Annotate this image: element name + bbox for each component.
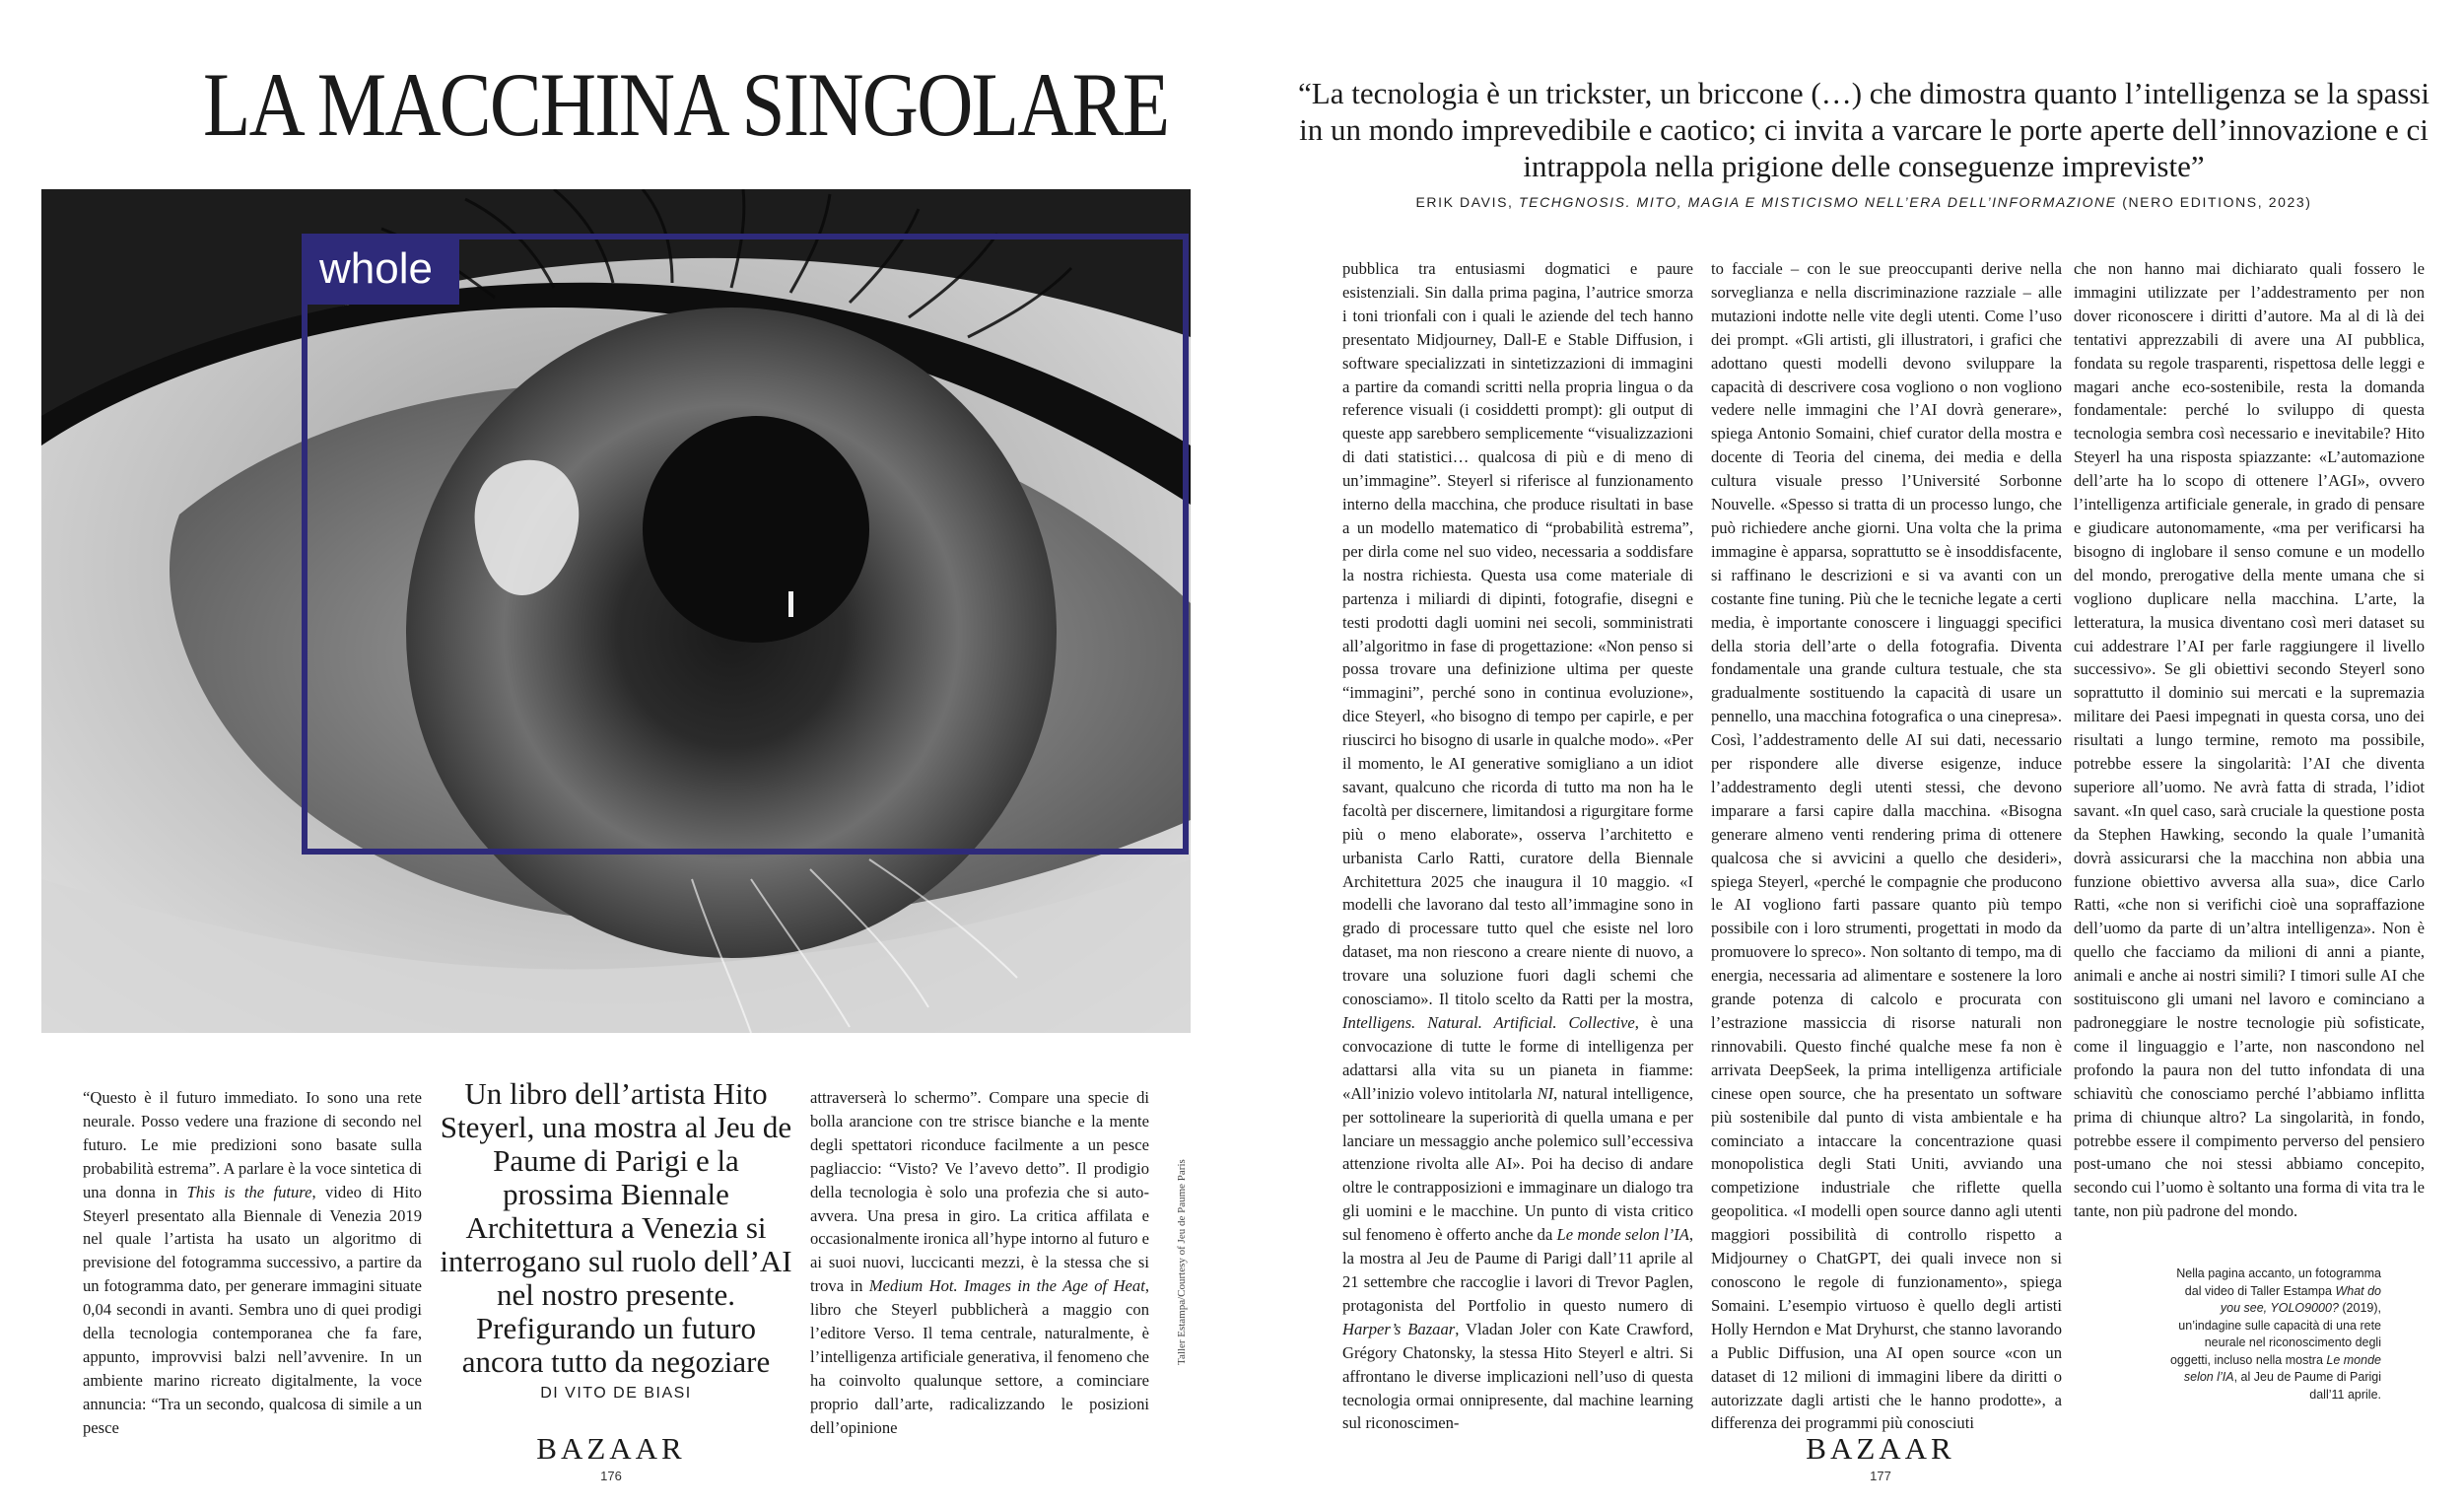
quote-source: ERIK DAVIS, TECHGNOSIS. MITO, MAGIA E MISTICISMO NELL’ERA DELL’INFORMAZIONE (NERO EDITIONS, 2023) <box>1415 194 2312 210</box>
body-column-2 <box>810 1086 1149 1440</box>
detection-label: whole <box>302 234 459 305</box>
masthead-logo: BAZAAR <box>1806 1431 1955 1466</box>
photo-credit: Taller Estampa/Courtesy of Jeu de Paume Paris <box>1176 1159 1188 1365</box>
photo-caption: Nella pagina accanto, un fotogramma dal video di Taller Estampa What do you see, YOLO9000? (2019), un’indagine sulle capacità di una rete neurale nel riconoscimento degli oggetti, incluso nella mostra Le monde selon l’IA, al Jeu de Paume di Parigi dall’11 aprile. <box>2169 1266 2381 1402</box>
body-paragraph: to facciale – con le sue preoccupanti derive nella sorveglianza e nella discriminazione razziale – alle mutazioni indotte nelle vite degli utenti. Come l’uso dei prompt. «Gli artisti, gli illustratori, i grafici che adottano questi modelli devono sviluppare la capacità di descrivere cosa vogliono o non vogliono vedere nelle immagini che l’AI dovrà generare», spiega Antonio Somaini, chief curator della mostra e docente di Teoria del cinema, dei media e della cultura visuale presso l’Université Sorbonne Nouvelle. «Spesso si tratta di un processo lungo, che può richiedere anche giorni. Una volta che la prima immagine è apparsa, soprattutto se è insoddisfacente, si raffinano le descrizioni e si va avanti con un costante fine tuning. Più che le tecniche legate a certi media, è importante conoscere i linguaggi specifici della storia dell’arte o della fotografia. Diventa fondamentale una grande cultura testuale, che sta gradualmente sostituendo la capacità di usare un pennello, una macchina fotografica o una cinepresa». Così, l’addestramento delle AI sui dati, necessario per rispondere alle diverse esigenze, induce l’addestramento degli utenti stessi, che devono imparare a farsi capire dalla macchina. «Bisogna generare almeno venti rendering prima di ottenere qualcosa che si avvicini a quello che desideri», spiega Steyerl, «perché le compagnie che producono le AI vogliono farti passare quanto più tempo possibile con i loro strumenti, progettati in modo da promuovere lo spreco». Non soltanto di tempo, ma di energia, necessaria ad alimentare e sostenere la loro grande potenza di calcolo e procurata con l’estrazione massiccia di risorse naturali non rinnovabili. Questo finché qualche mese fa non è arrivata DeepSeek, la prima intelligenza artificiale cinese open source, che ha presentato un software più sostenibile dal punto di vista ambientale e ha cominciato a intaccare la concentrazione quasi monopolistica degli Stati Uniti, avviando una competizione industriale che riflette quella geopolitica. «I modelli open source danno agli utenti maggiori possibilità di controllo rispetto a Midjourney o ChatGPT, dei quali invece non si conoscono le regole di funzionamento», spiega Somaini. L’esempio virtuoso è quello degli artisti Holly Herndon e Mat Dryhurst, che stanno lavorando a Public Diffusion, una AI open source «con un dataset di 12 milioni di immagini libere da diritti o autorizzate dagli artisti che le hanno prodotte», a differenza dei programmi più conosciuti <box>1711 259 2062 1433</box>
byline: DI VITO DE BIASI <box>540 1385 692 1402</box>
body-column-5 <box>2074 257 2425 1223</box>
eye-photo <box>41 189 1191 1033</box>
standfirst: Un libro dell’artista Hito Steyerl, una mostra al Jeu de Paume di Parigi e la prossima Biennale Architettura a Venezia si interrogano sul ruolo dell’AI nel nostro presente. Prefigurando un futuro ancora tutto da negoziare <box>440 1076 792 1379</box>
body-paragraph: attraverserà lo schermo”. Compare una specie di bolla arancione con tre strisce bianche e la mente degli spettatori riconduce facilmente a un pesce pagliaccio: “Visto? Ve l’avevo detto”. Il prodigio della tecnologia è solo una profezia che si auto-avvera. Una presa in giro. La critica affilata e occasionalmente ironica all’hype intorno al futuro e ai suoi nuovi, luccicanti mezzi, è la stessa che si trova in Medium Hot. Images in the Age of Heat, libro che Steyerl pubblicherà a maggio con l’editore Verso. Il tema centrale, naturalmente, è l’intelligenza artificiale generativa, il fenomeno che ha coinvolto qualunque settore, a cominciare proprio dall’arte, radicalizzando le posizioni dell’opinione <box>810 1088 1149 1437</box>
body-column-3 <box>1342 257 1693 1435</box>
headline: LA MACCHINA SINGOLARE <box>203 54 1169 155</box>
body-paragraph: pubblica tra entusiasmi dogmatici e paure esistenziali. Sin dalla prima pagina, l’autrice smorza i toni trionfali con i quali le aziende del tech hanno presentato Midjourney, Dall-E e Stable Diffusion, i software specializzati in sintetizzazioni di immagini a partire da comandi scritti nella propria lingua o da reference visuali (i cosiddetti prompt): gli output di queste app sarebbero semplicemente “visualizzazioni di dati statistici… qualcosa di più e di meno di un’immagine”. Steyerl si riferisce al funzionamento interno della macchina, che produce risultati in base a un modello matematico di “probabilità estrema”, per dirla come nel suo video, necessaria a soddisfare la nostra richiesta. Questa usa come materiale di partenza i miliardi di dipinti, fotografie, disegni e testi prodotti dagli uomini nei secoli, somministrati all’algoritmo in fase di progettazione: «Non penso si possa trovare una definizione ultima per queste “immagini”, perché sono in continua evoluzione», dice Steyerl, «ho bisogno di tempo per capirle, e per riuscirci ho bisogno di usarle in qualche modo». «Per il momento, le AI generative somigliano a un idiot savant, qualcuno che ricorda di tutto ma non ha le facoltà per discernere, limitandosi a rigurgitare forme più o meno elaborate», osserva l’architetto e urbanista Carlo Ratti, curatore della Biennale Architettura 2025 che inaugura il 10 maggio. «I modelli che lavorano dal testo all’immagine sono in grado di processare tutto quel che esiste nel loro dataset, ma non riescono a creare niente di nuovo, a trovare una soluzione fuori dagli schemi che conosciamo». Il titolo scelto da Ratti per la mostra, Intelligens. Natural. Artificial. Collective, è una convocazione di tutte le forme di intelligenza per adattarsi alla vita su un pianeta in fiamme: «All’inizio volevo intitolarla NI, natural intelligence, per sottolineare la superiorità di quella umana e per lanciare un messaggio anche polemico sull’eccessiva attenzione rivolta alle AI». Poi ha deciso di andare oltre le contrapposizioni e immaginare un dialogo tra gli uomini e le macchine. Un punto di vista critico sul fenomeno è offerto anche da Le monde selon l’IA, la mostra al Jeu de Paume di Parigi dall’11 aprile al 21 settembre che raccoglie i lavori di Trevor Paglen, protagonista del Portfolio in questo numero di Harper’s Bazaar, Vladan Joler con Kate Crawford, Grégory Chatonsky, la stessa Hito Steyerl e altri. Si affrontano le diverse implicazioni nell’uso di questa tecnologia ormai onnipresente, dal machine learning sul riconoscimen- <box>1342 259 1693 1433</box>
masthead-logo: BAZAAR <box>536 1431 686 1466</box>
detection-frame <box>302 234 1189 855</box>
page-number: 176 <box>600 1469 622 1483</box>
body-column-1 <box>83 1086 422 1440</box>
page-number: 177 <box>1870 1469 1891 1483</box>
body-paragraph: “Questo è il futuro immediato. Io sono una rete neurale. Posso vedere una frazione di secondo nel futuro. Le mie predizioni sono basate sulla probabilità estrema”. A parlare è la voce sintetica di una donna in This is the future, video di Hito Steyerl presentato alla Biennale di Venezia 2019 nel quale l’artista ha usato un algoritmo di previsione del fotogramma successivo, a partire da un fotogramma dato, per generare immagini situate 0,04 secondi in avanti. Sembra uno di quei prodigi della tecnologia contemporanea che fa fare, appunto, improvvisi balzi nell’avvenire. In un ambiente marino ricreato digitalmente, la voce annuncia: “Tra un secondo, qualcosa di simile a un pesce <box>83 1088 422 1437</box>
pull-quote: “La tecnologia è un trickster, un briccone (…) che dimostra quanto l’intelligenza se la spassi in un mondo imprevedibile e caotico; ci invita a varcare le porte aperte dell’innovazione e ci intrappola nella prigione delle conseguenze impreviste” <box>1298 76 2430 183</box>
body-column-4 <box>1711 257 2062 1435</box>
body-paragraph: che non hanno mai dichiarato quali fossero le immagini utilizzate per l’addestramento per non dover riconoscere i diritti d’autore. Ma al di là dei tentativi apprezzabili di avere una AI pubblica, fondata su regole trasparenti, rispettosa delle leggi e magari anche eco-sostenibile, resta la domanda fondamentale: perché lo sviluppo di questa tecnologia sembra così necessario e inevitabile? Hito Steyerl ha una risposta spiazzante: «L’automazione dell’arte ha lo scopo di ottenere l’AGI», ovvero l’intelligenza artificiale generale, in grado di pensare e giudicare autonomamente, «ma per verificarsi ha bisogno di inglobare il senso comune e un modello del mondo, prerogative della mente umana che si vogliono duplicare nella macchina. L’arte, la letteratura, la musica diventano così meri dataset su cui addestrare l’AI per farle raggiungere il livello successivo». Se gli obiettivi secondo Steyerl sono soprattutto il dominio sui mercati e la supremazia militare dei Paesi impegnati in questa corsa, uno dei risultati a lungo termine, remoto ma possibile, potrebbe essere la singolarità: l’AI che diventa superiore all’uomo. Ne avrà fatta di strada, l’idiot savant. «In quel caso, sarà cruciale la questione posta da Stephen Hawking, secondo la quale l’umanità dovrà assicurarsi che la macchina non abbia una funzione obiettivo avversa alla sua», dice Carlo Ratti, «che non si verifichi cioè una sopraffazione dell’uomo da parte di un’altra intelligenza». Non è quello che facciamo da milioni di anni a piante, animali e anche ai nostri simili? I timori sulle AI che sostituiscono gli umani nel lavoro e cominciano a padroneggiare le nostre tecnologie più sofisticate, come il linguaggio e l’arte, non nascondono nel profondo la paura non del tutto infondata di una schiavitù che conosciamo perché l’abbiamo inflitta prima di chiunque altro? La singolarità, in fondo, potrebbe essere il compimento perverso del pensiero post-umano che noi stessi abbiamo concepito, secondo cui l’uomo è soltanto una forma di vita tra le tante, non più padrone del mondo. <box>2074 259 2425 1221</box>
